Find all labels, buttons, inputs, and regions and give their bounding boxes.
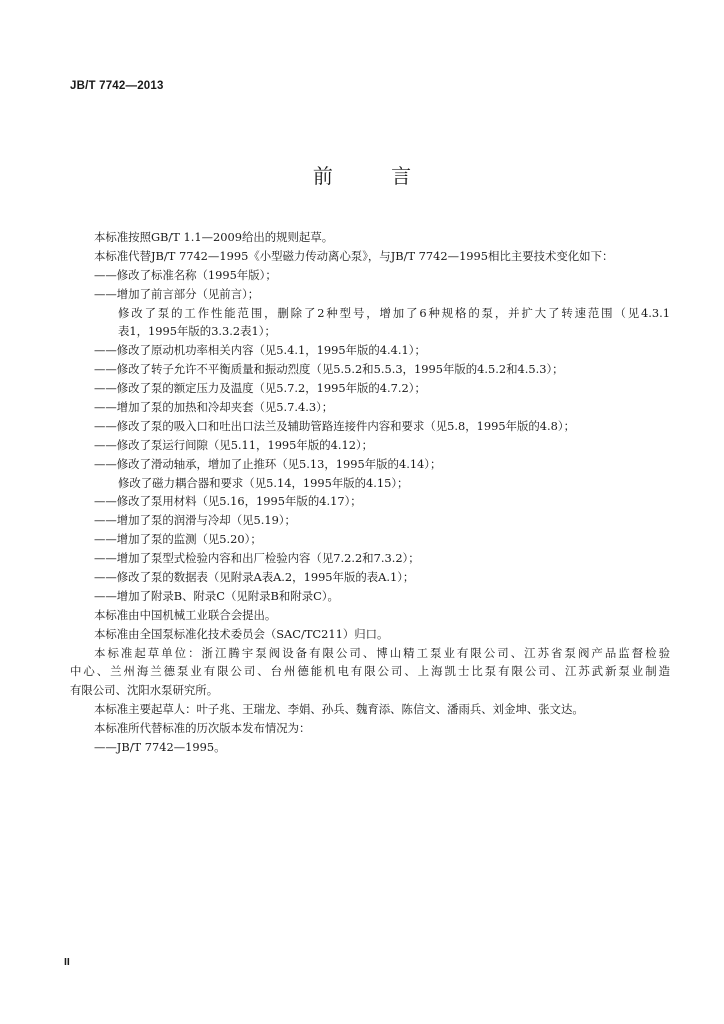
change-item: 修改了磁力耦合器和要求（见5.14，1995年版的4.15）； (118, 475, 409, 490)
change-item: ——增加了泵的监测（见5.20）； (94, 532, 262, 547)
change-item: ——修改了泵用材料（见5.16，1995年版的4.17）； (94, 494, 362, 509)
paragraph-replacement: 本标准代替JB/T 7742—1995《小型磁力传动离心泵》，与JB/T 7742—1995相比主要技术变化如下： (94, 248, 614, 263)
change-item: ——增加了泵型式检验内容和出厂检验内容（见7.2.2和7.3.2）； (94, 551, 420, 566)
paragraph-drafting-rules: 本标准按照GB/T 1.1—2009给出的规则起草。 (94, 230, 334, 244)
paragraph-proposer: 本标准由中国机械工业联合会提出。 (94, 607, 277, 622)
previous-edition-item: ——JB/T 7742—1995。 (94, 740, 226, 755)
change-item: ——修改了泵的吸入口和吐出口法兰及辅助管路连接件内容和要求（见5.8，1995年版的4.8）； (94, 418, 575, 433)
paragraph-drafting-units-continuation: 中心、兰州海兰德泵业有限公司、台州德能机电有限公司、上海凯士比泵有限公司、江苏武新泵业制造 (70, 664, 670, 679)
paragraph-drafting-units-continuation: 有限公司、沈阳水泵研究所。 (70, 683, 219, 698)
change-item: ——增加了附录B、附录C（见附录B和附录C）。 (94, 588, 339, 603)
paragraph-drafting-units: 本标准起草单位：浙江腾宇泵阀设备有限公司、博山精工泵业有限公司、江苏省泵阀产品监督检验 (94, 645, 670, 660)
foreword-body (70, 228, 670, 757)
change-item: ——修改了转子允许不平衡质量和振动烈度（见5.5.2和5.5.3，1995年版的4.5.2和4.5.3）； (94, 362, 564, 377)
change-item: ——修改了泵的额定压力及温度（见5.7.2，1995年版的4.7.2）； (94, 381, 426, 396)
document-code-header: JB/T 7742—2013 (70, 80, 164, 92)
paragraph-main-drafters: 本标准主要起草人：叶子兆、王瑞龙、李娟、孙兵、魏育添、陈信文、潘雨兵、刘金坤、张文达。 (94, 702, 584, 717)
change-item: ——修改了泵的数据表（见附录A表A.2，1995年版的表A.1）； (94, 570, 415, 585)
page-title: 前 言 (312, 164, 438, 188)
change-item: ——修改了泵运行间隙（见5.11，1995年版的4.12）； (94, 437, 374, 452)
change-item: ——修改了滑动轴承，增加了止推环（见5.13，1995年版的4.14）； (94, 456, 442, 471)
change-item: ——增加了泵的加热和冷却夹套（见5.7.4.3）； (94, 400, 334, 415)
change-item-continuation: 表1，1995年版的3.3.2表1）； (118, 324, 276, 339)
change-item: ——修改了标准名称（1995年版）； (94, 267, 277, 282)
change-item: ——增加了前言部分（见前言）； (94, 286, 260, 301)
change-item: 修改了泵的工作性能范围，删除了2种型号，增加了6种规格的泵，并扩大了转速范围（见4.3.1 (118, 305, 670, 320)
page-number: II (64, 956, 70, 968)
paragraph-previous-editions: 本标准所代替标准的历次版本发布情况为： (94, 721, 311, 736)
paragraph-committee: 本标准由全国泵标准化技术委员会（SAC/TC211）归口。 (94, 626, 389, 641)
change-item: ——修改了原动机功率相关内容（见5.4.1，1995年版的4.4.1）； (94, 343, 426, 358)
change-item: ——增加了泵的润滑与冷却（见5.19）； (94, 513, 296, 528)
